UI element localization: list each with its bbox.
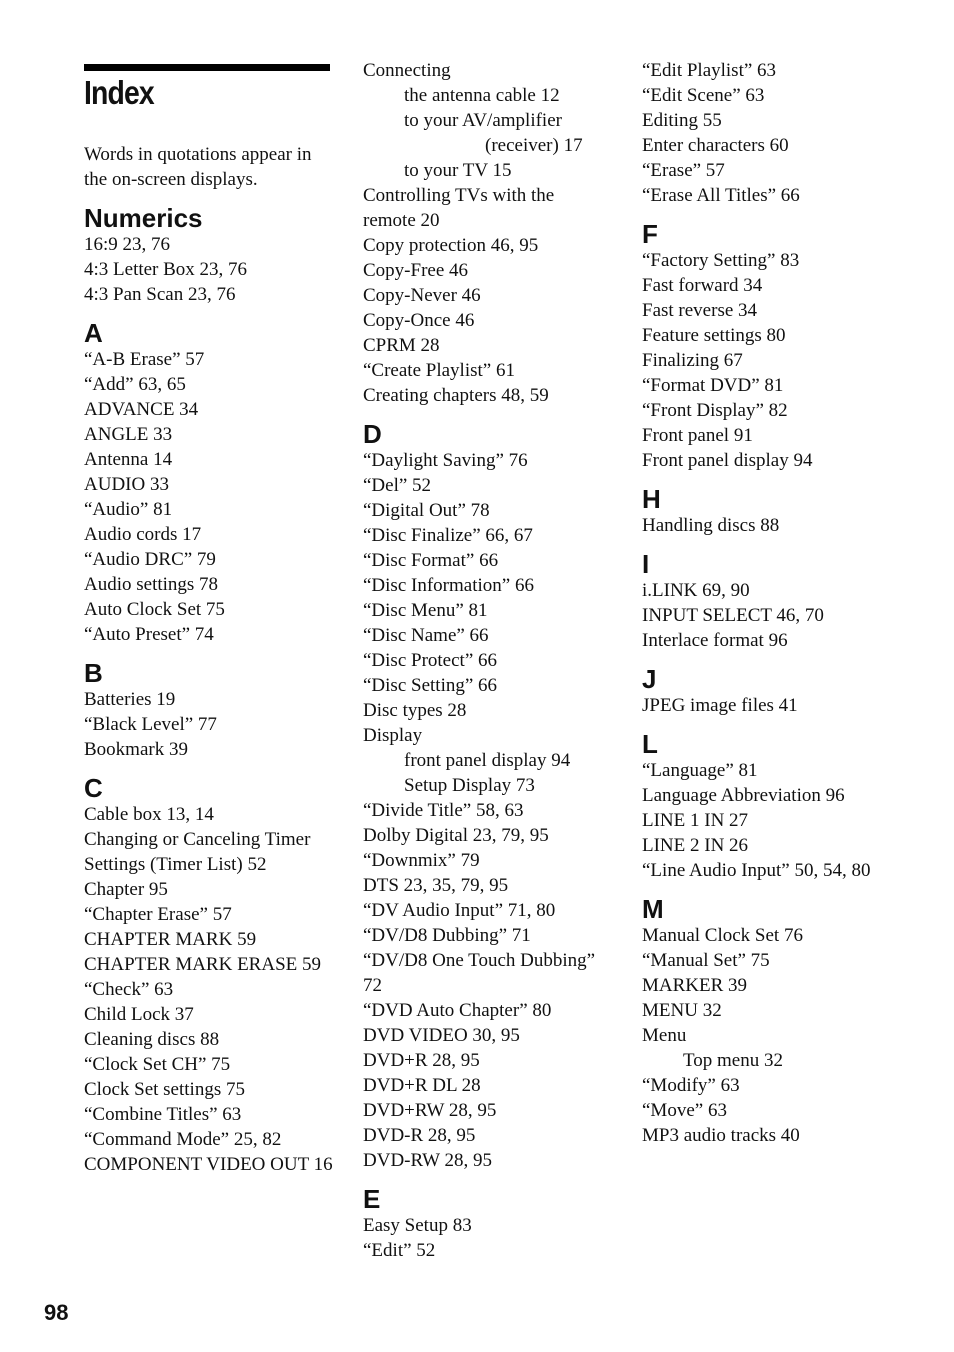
index-subentry: to your TV 15 [404, 160, 512, 181]
index-entry: Handling discs 88 [642, 515, 780, 536]
index-entry: “Check” 63 [84, 979, 174, 1000]
index-entry: LINE 1 IN 27 [642, 810, 749, 831]
index-entry: “Edit Scene” 63 [642, 85, 765, 106]
index-entry: “Divide Title” 58, 63 [363, 800, 524, 821]
index-entry: “Edit” 52 [363, 1240, 436, 1261]
index-entry: Fast reverse 34 [642, 300, 758, 321]
index-entry: “Daylight Saving” 76 [363, 450, 528, 471]
index-entry: Manual Clock Set 76 [642, 925, 803, 946]
index-entry: Display [363, 725, 423, 746]
index-entry: Controlling TVs with the remote 20 [363, 185, 555, 231]
index-entry: “Move” 63 [642, 1100, 727, 1121]
index-entry: Antenna 14 [84, 449, 173, 470]
index-entry: 4:3 Pan Scan 23, 76 [84, 284, 236, 305]
index-entry: Copy-Never 46 [363, 285, 481, 306]
index-subentry: Setup Display 73 [404, 775, 535, 796]
index-entry: “Clock Set CH” 75 [84, 1054, 231, 1075]
index-entry: “Erase All Titles” 66 [642, 185, 800, 206]
index-entry: “DVD Auto Chapter” 80 [363, 1000, 552, 1021]
page-number: 98 [44, 1300, 69, 1325]
index-entry: Chapter 95 [84, 879, 168, 900]
section-heading: C [84, 773, 103, 803]
index-entry: “Downmix” 79 [363, 850, 480, 871]
index-entry: “Manual Set” 75 [642, 950, 770, 971]
section-heading: E [363, 1184, 381, 1214]
index-entry: CPRM 28 [363, 335, 440, 356]
index-column-2 [363, 58, 603, 1263]
index-entry: “Erase” 57 [642, 160, 725, 181]
index-entry: 16:9 23, 76 [84, 234, 171, 255]
index-entry: DVD VIDEO 30, 95 [363, 1025, 520, 1046]
index-entry: “Disc Information” 66 [363, 575, 534, 596]
index-entry: 4:3 Letter Box 23, 76 [84, 259, 248, 280]
index-entry: DVD-R 28, 95 [363, 1125, 476, 1146]
index-entry: Easy Setup 83 [363, 1215, 472, 1236]
index-entry: “Chapter Erase” 57 [84, 904, 232, 925]
index-entry: Auto Clock Set 75 [84, 599, 225, 620]
index-entry: “Auto Preset” 74 [84, 624, 214, 645]
index-entry: Menu [642, 1025, 687, 1046]
index-entry: Editing 55 [642, 110, 722, 131]
section-heading: B [84, 658, 103, 688]
section-heading: L [642, 729, 658, 759]
index-entry: “Format DVD” 81 [642, 375, 784, 396]
index-entry: “Audio” 81 [84, 499, 173, 520]
index-entry: Disc types 28 [363, 700, 467, 721]
index-subentry: to your AV/amplifier [404, 110, 562, 131]
intro-text: Words in quotations appear in the on-screen displays. [84, 144, 312, 190]
index-entry: Fast forward 34 [642, 275, 763, 296]
page-title: Index [84, 74, 154, 111]
index-entry: Audio cords 17 [84, 524, 202, 545]
index-entry: “Modify” 63 [642, 1075, 740, 1096]
index-entry: Front panel 91 [642, 425, 753, 446]
index-entry: CHAPTER MARK 59 [84, 929, 257, 950]
index-entry: “DV/D8 One Touch Dubbing” 72 [363, 950, 596, 996]
section-heading: I [642, 549, 650, 579]
section-heading: F [642, 219, 658, 249]
index-entry: Enter characters 60 [642, 135, 789, 156]
index-entry: “Create Playlist” 61 [363, 360, 515, 381]
index-entry: DVD-RW 28, 95 [363, 1150, 492, 1171]
index-entry: Bookmark 39 [84, 739, 188, 760]
index-entry: DVD+R DL 28 [363, 1075, 481, 1096]
index-entry: INPUT SELECT 46, 70 [642, 605, 824, 626]
index-entry: Child Lock 37 [84, 1004, 194, 1025]
index-subentry: the antenna cable 12 [404, 85, 560, 106]
index-entry: JPEG image files 41 [642, 695, 798, 716]
index-entry: “Disc Setting” 66 [363, 675, 498, 696]
index-entry: “Command Mode” 25, 82 [84, 1129, 282, 1150]
index-entry: Interlace format 96 [642, 630, 788, 651]
index-entry: “Front Display” 82 [642, 400, 788, 421]
index-entry: Front panel display 94 [642, 450, 813, 471]
index-entry: “Disc Name” 66 [363, 625, 489, 646]
index-entry: CHAPTER MARK ERASE 59 [84, 954, 321, 975]
index-entry: “Factory Setting” 83 [642, 250, 800, 271]
section-heading: J [642, 664, 657, 694]
index-entry: “Disc Format” 66 [363, 550, 499, 571]
index-entry: Copy-Once 46 [363, 310, 475, 331]
index-entry: Connecting [363, 60, 451, 81]
index-entry: AUDIO 33 [84, 474, 169, 495]
index-entry: DVD+RW 28, 95 [363, 1100, 497, 1121]
index-entry: DVD+R 28, 95 [363, 1050, 480, 1071]
section-heading: D [363, 419, 382, 449]
index-entry: “Edit Playlist” 63 [642, 60, 777, 81]
index-entry: Finalizing 67 [642, 350, 743, 371]
index-entry: MARKER 39 [642, 975, 748, 996]
index-entry: i.LINK 69, 90 [642, 580, 750, 601]
index-entry: Copy protection 46, 95 [363, 235, 539, 256]
section-heading: M [642, 894, 664, 924]
section-heading: Numerics [84, 203, 203, 233]
index-entry: Dolby Digital 23, 79, 95 [363, 825, 549, 846]
index-entry: COMPONENT VIDEO OUT 16 [84, 1154, 333, 1175]
index-entry: “Add” 63, 65 [84, 374, 186, 395]
index-subentry: Top menu 32 [683, 1050, 783, 1071]
index-entry: ADVANCE 34 [84, 399, 199, 420]
index-entry: “Audio DRC” 79 [84, 549, 216, 570]
index-subentry: (receiver) 17 [485, 135, 583, 156]
index-entry: “Disc Protect” 66 [363, 650, 498, 671]
index-entry: MENU 32 [642, 1000, 722, 1021]
index-entry: LINE 2 IN 26 [642, 835, 749, 856]
index-entry: “Disc Menu” 81 [363, 600, 488, 621]
index-entry: “DV/D8 Dubbing” 71 [363, 925, 531, 946]
index-entry: Cable box 13, 14 [84, 804, 214, 825]
index-column-1 [84, 142, 334, 1177]
index-entry: Language Abbreviation 96 [642, 785, 845, 806]
index-subentry: front panel display 94 [404, 750, 571, 771]
index-entry: Audio settings 78 [84, 574, 219, 595]
index-entry: MP3 audio tracks 40 [642, 1125, 800, 1146]
index-entry: “Line Audio Input” 50, 54, 80 [642, 860, 871, 881]
index-entry: “Digital Out” 78 [363, 500, 490, 521]
index-entry: Cleaning discs 88 [84, 1029, 220, 1050]
index-entry: Clock Set settings 75 [84, 1079, 245, 1100]
index-column-3 [642, 58, 882, 1148]
index-entry: Creating chapters 48, 59 [363, 385, 549, 406]
index-entry: Changing or Canceling Timer Settings (Timer List) 52 [84, 829, 311, 875]
index-entry: DTS 23, 35, 79, 95 [363, 875, 509, 896]
index-entry: “Del” 52 [363, 475, 432, 496]
index-entry: “A-B Erase” 57 [84, 349, 205, 370]
section-heading: H [642, 484, 661, 514]
index-entry: “Combine Titles” 63 [84, 1104, 242, 1125]
section-heading: A [84, 318, 103, 348]
index-entry: Feature settings 80 [642, 325, 786, 346]
index-entry: Batteries 19 [84, 689, 176, 710]
index-entry: Copy-Free 46 [363, 260, 469, 281]
index-entry: ANGLE 33 [84, 424, 173, 445]
index-entry: “Disc Finalize” 66, 67 [363, 525, 533, 546]
title-rule [84, 64, 330, 71]
index-entry: “Black Level” 77 [84, 714, 217, 735]
index-entry: “DV Audio Input” 71, 80 [363, 900, 556, 921]
index-entry: “Language” 81 [642, 760, 758, 781]
